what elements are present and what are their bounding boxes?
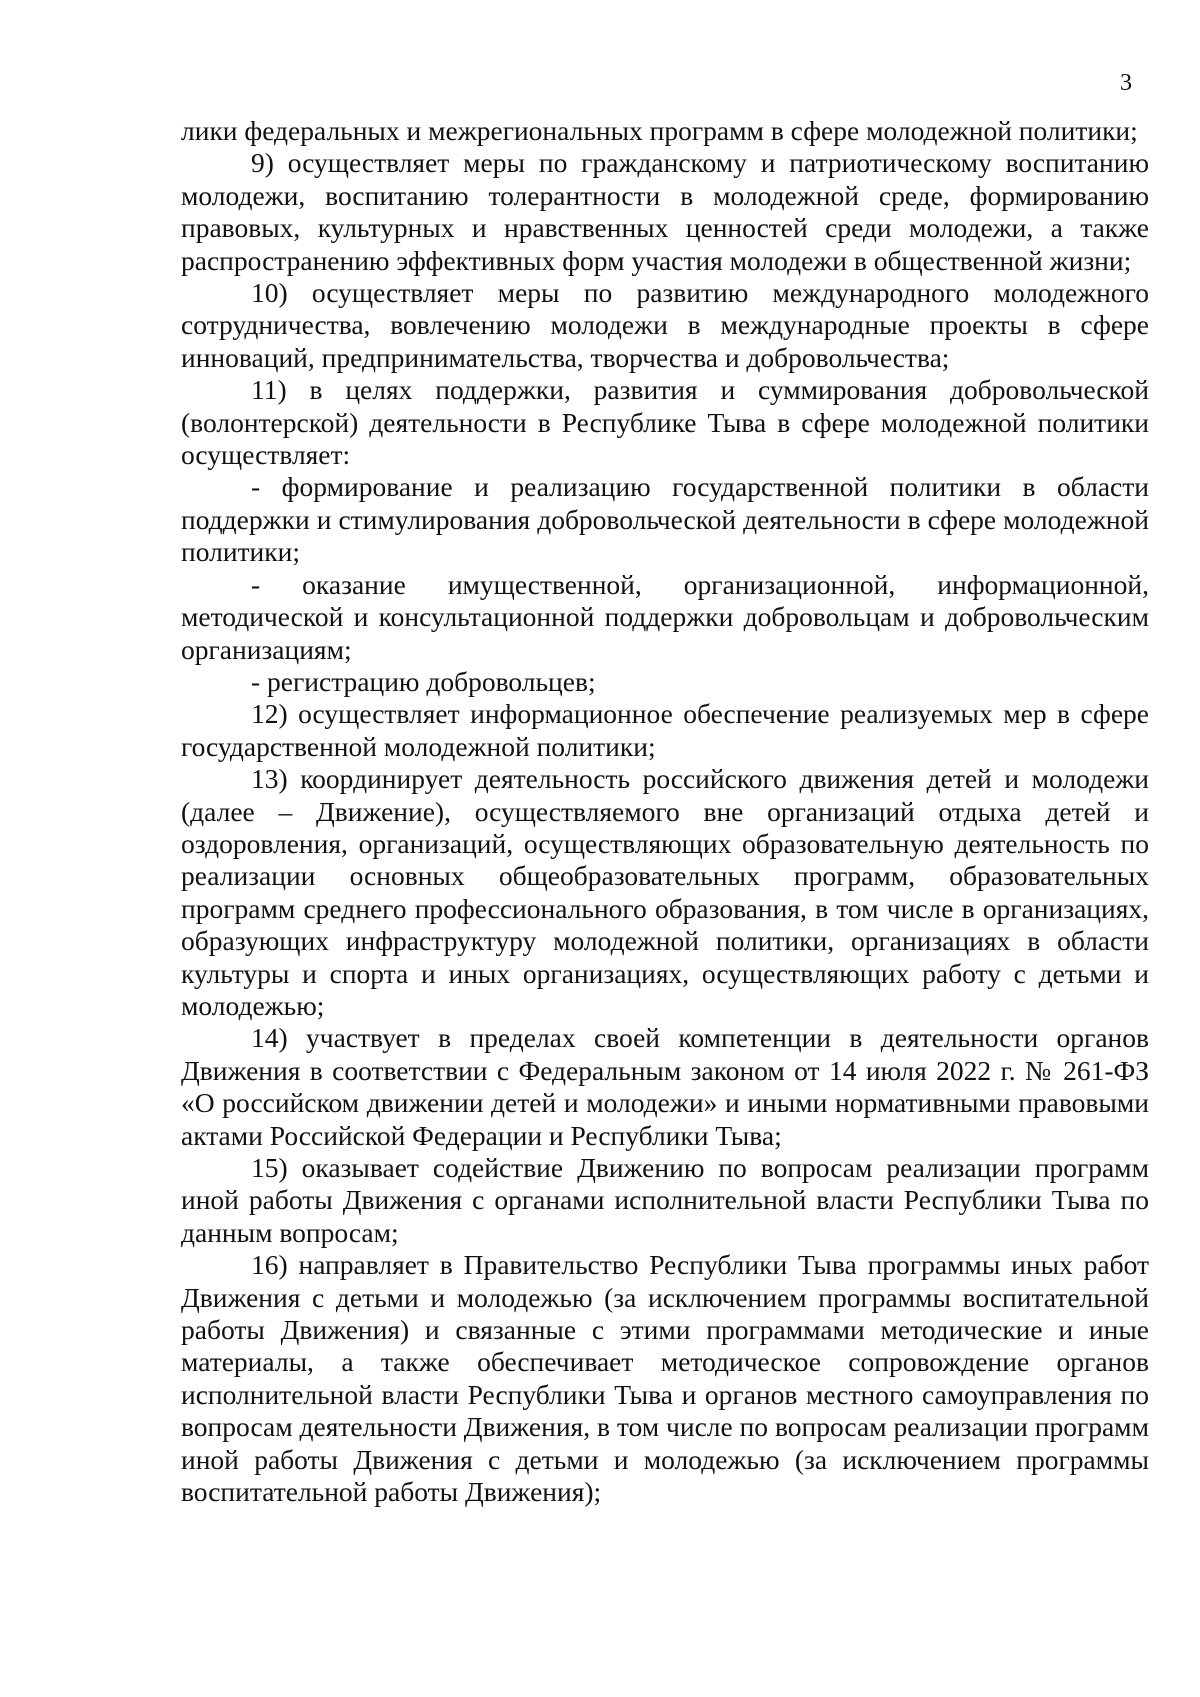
paragraph-subitem-support: - оказание имущественной, организационной, информационной, методической и консультационной поддержки добровольцам и добровольческим организациям;: [181, 568, 1149, 665]
paragraph-item-16: 16) направляет в Правительство Республики Тыва программы иных работ Движения с детьми и молодежью (за исключением программы воспитательной работы Движения) и связанные с этими программами методические и иные материалы, а также обеспечивает методическое сопровождение органов исполнительной власти Республики Тыва и органов местного самоуправления по вопросам деятельности Движения, в том числе по вопросам реализации программ иной работы Движения с детьми и молодежью (за исключением программы воспитательной работы Движения);: [181, 1249, 1149, 1508]
paragraph-continuation: лики федеральных и межрегиональных программ в сфере молодежной политики;: [181, 115, 1138, 146]
document-body: [181, 115, 1149, 1508]
paragraph-subitem-registration: - регистрацию добровольцев;: [251, 665, 596, 697]
paragraph-item-9: 9) осуществляет меры по гражданскому и патриотическому воспитанию молодежи, воспитанию толерантности в молодежной среде, формированию правовых, культурных и нравственных ценностей среди молодежи, а также распространению эффективных форм участия молодежи в общественной жизни;: [181, 147, 1149, 276]
paragraph-item-14: 14) участвует в пределах своей компетенции в деятельности органов Движения в соответствии с Федеральным законом от 14 июля 2022 г. № 261-ФЗ «О российском движении детей и молодежи» и иными нормативными правовыми актами Российской Федерации и Республики Тыва;: [181, 1022, 1149, 1151]
paragraph-item-12: 12) осуществляет информационное обеспечение реализуемых мер в сфере государственной молодежной политики;: [181, 698, 1149, 762]
page-number: 3: [1120, 70, 1132, 96]
paragraph-item-10: 10) осуществляет меры по развитию международного молодежного сотрудничества, вовлечению молодежи в международные проекты в сфере инноваций, предпринимательства, творчества и добровольчества;: [181, 277, 1149, 373]
paragraph-item-13: 13) координирует деятельность российского движения детей и молодежи (далее – Движение), осуществляемого вне организаций отдыха детей и оздоровления, организаций, осуществляющих образовательную деятельность по реализации основных общеобразовательных программ, образовательных программ среднего профессионального образования, в том числе в организациях, образующих инфраструктуру молодежной политики, организациях в области культуры и спорта и иных организациях, осуществляющих работу с детьми и молодежью;: [181, 763, 1149, 1021]
paragraph-subitem-formation: - формирование и реализацию государственной политики в области поддержки и стимулирования добровольческой деятельности в сфере молодежной политики;: [181, 471, 1149, 568]
paragraph-item-15: 15) оказывает содействие Движению по вопросам реализации программ иной работы Движения с органами исполнительной власти Республики Тыва по данным вопросам;: [181, 1152, 1149, 1248]
paragraph-item-11: 11) в целях поддержки, развития и суммирования добровольческой (волонтерской) деятельности в Республике Тыва в сфере молодежной политики осуществляет:: [181, 374, 1149, 471]
